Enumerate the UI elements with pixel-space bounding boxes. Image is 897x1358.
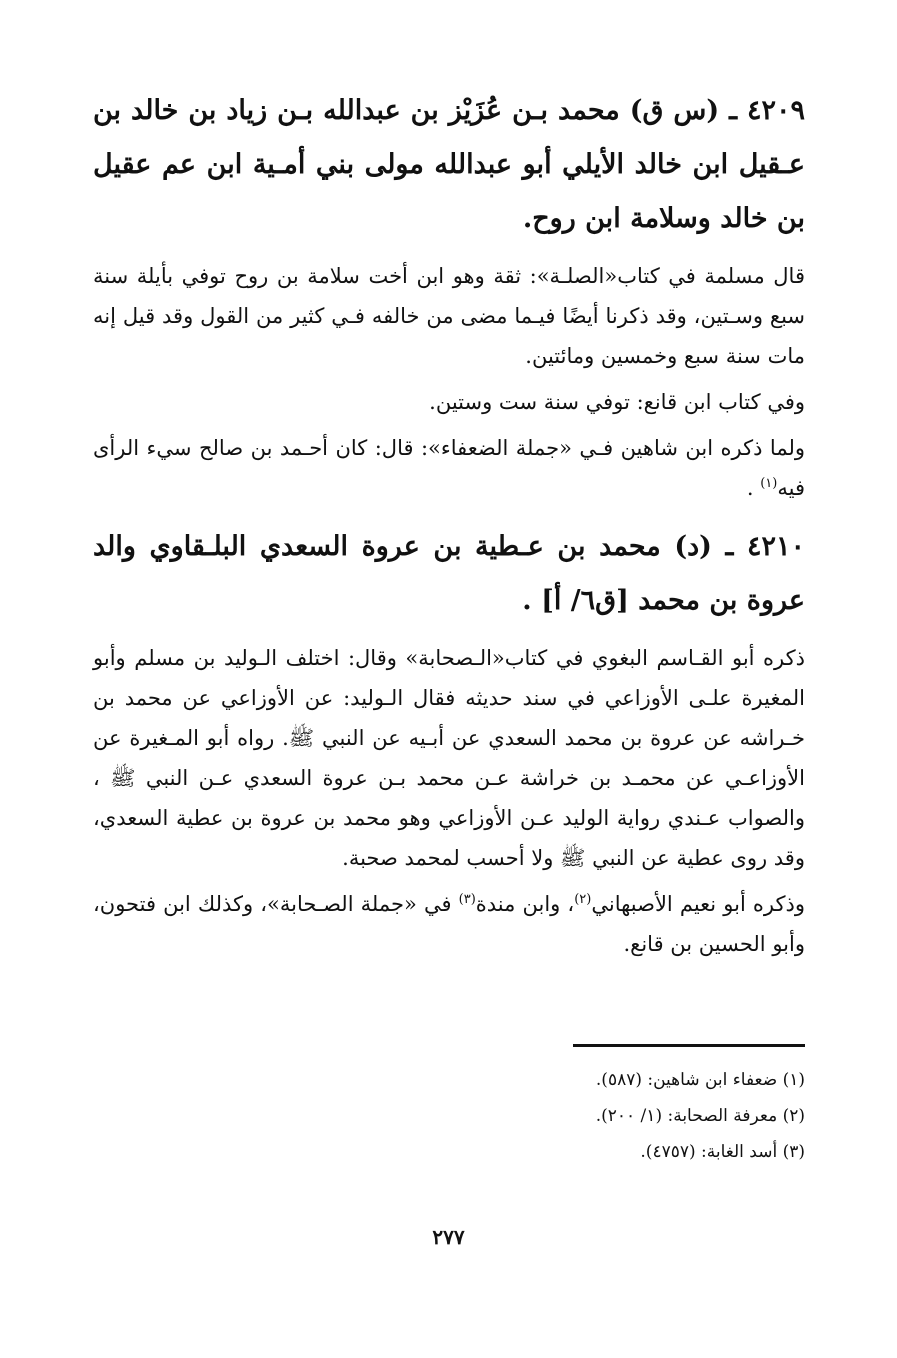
footnote-marker: (٢)	[574, 892, 592, 907]
entry-heading-4210: ٤٢١٠ ـ (د) محمد بن عـطية بن عروة السعدي البلـقاوي والد عروة بن محمد [ق٦/ أ] .	[93, 531, 806, 616]
paragraph-text: ذكره أبو القـاسم البغوي في كتاب«الـصحابة» وقال: اختلف الـوليد بن مسلم وأبو المغيرة علـى الأوزاعي في سند حديثه فقال الـوليد: عن الأوزاعي عن محمد بن خـراشه عن عروة بن محمد السعدي عن أبـيه عن النبي ﷺ. رواه أبو المـغيرة عن الأوزاعـي عن محمـد بن خراشة عـن محمد بـن عروة السعدي عـن النبي ﷺ ، والصواب عـندي رواية الوليد عـن الأوزاعي وهو محمد بن عروة بن عطية السعدي، وقد روى عطية عن النبي ﷺ ولا أحسب لمحمد صحبة.	[93, 646, 805, 870]
footnote-separator	[573, 1044, 805, 1047]
paragraph	[93, 428, 805, 508]
footnotes	[305, 1062, 805, 1170]
page-number: ٢٧٧	[432, 1225, 465, 1249]
footnote-3: (٣) أسد الغابة: (٤٧٥٧).	[640, 1142, 805, 1162]
footnote-marker: (١)	[760, 476, 778, 491]
footnote-marker: (٣)	[458, 892, 476, 907]
paragraph	[93, 638, 805, 878]
entry-heading-4209: ٤٢٠٩ ـ (س ق) محمد بـن عُزَيْز بن عبدالله بـن زياد بن خالد بن عـقيل ابن خالد الأيلي أبو عبدالله مولى بني أمـية ابن عم عقيل بن خالد وسلامة ابن روح.	[93, 95, 805, 234]
paragraph-text: .	[746, 476, 761, 500]
paragraph-text: قال مسلمة في كتاب«الصلـة»: ثقة وهو ابن أخت سلامة بن روح توفي بأيلة سنة سبع وسـتين، وقد ذكرنا أيضًا فيـما مضى من خالفه فـي كثير من القول وقد قيل إنه مات سنة سبع وخمسين ومائتين.	[93, 264, 805, 368]
paragraph-text: وفي كتاب ابن قانع: توفي سنة ست وستين.	[429, 390, 805, 414]
footnote-2: (٢) معرفة الصحابة: (١/ ٢٠٠).	[595, 1106, 805, 1126]
paragraph	[93, 884, 805, 964]
paragraph	[93, 382, 805, 422]
footnote-1: (١) ضعفاء ابن شاهين: (٥٨٧).	[595, 1070, 805, 1090]
main-text	[93, 84, 805, 964]
paragraph-text: ولما ذكره ابن شاهين فـي «جملة الضعفاء»: قال: كان أحـمد بن صالح سيء الرأى فيه	[93, 436, 805, 500]
paragraph	[93, 256, 805, 376]
paragraph-text: وذكره أبو نعيم الأصبهاني	[591, 892, 806, 916]
paragraph-text: في «جملة الصـحابة»، وكذلك ابن فتحون، وأبو الحسين بن قانع.	[93, 892, 805, 956]
paragraph-text: ، وابن مندة	[475, 892, 575, 916]
